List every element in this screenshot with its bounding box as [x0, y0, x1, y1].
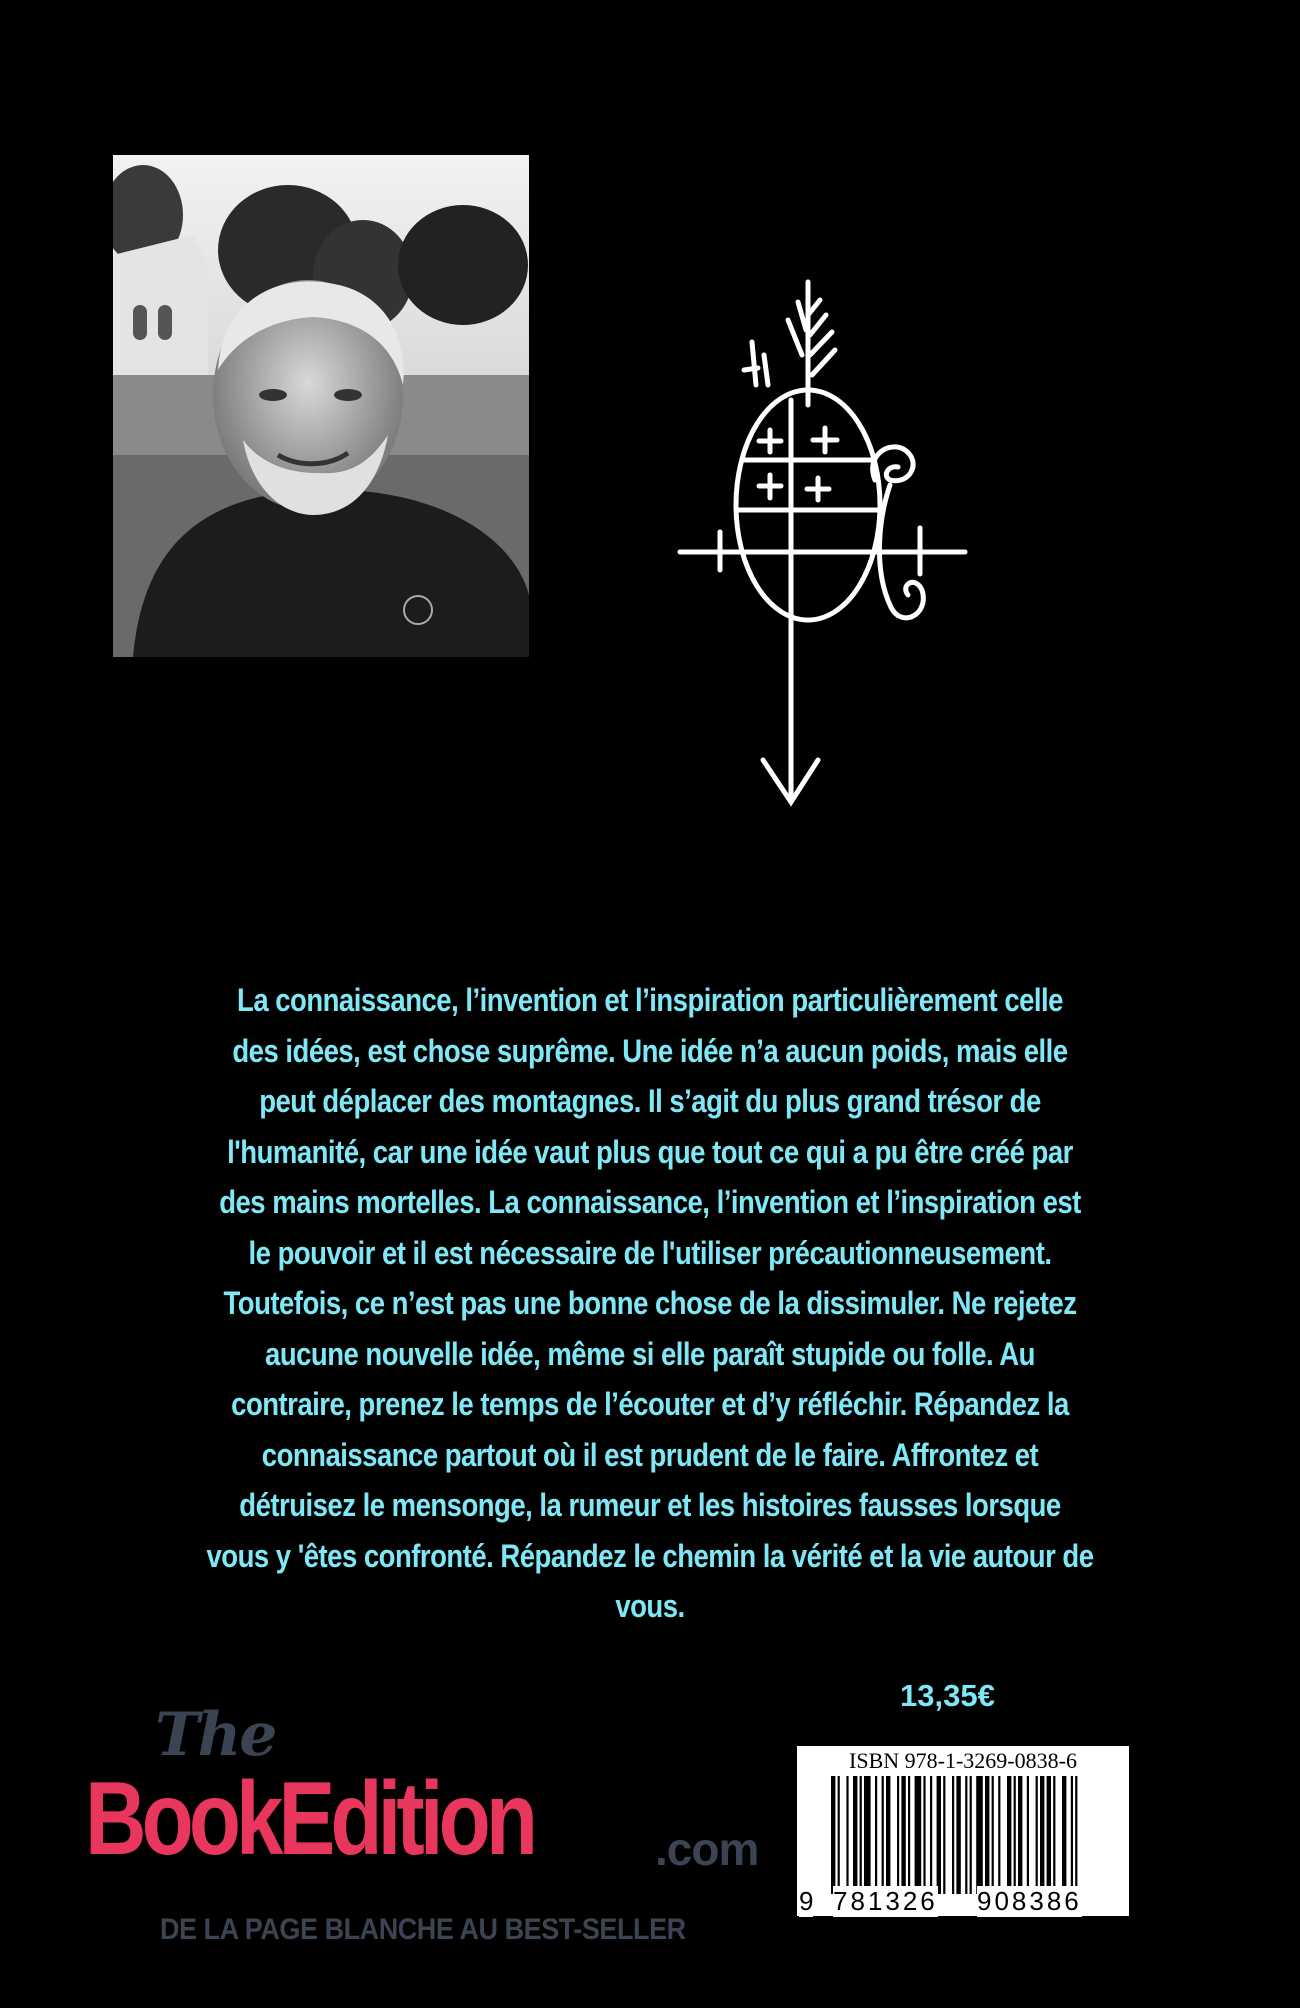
blurb-line: La connaissance, l’invention et l’inspiration particulièrement celle: [237, 982, 1063, 1018]
publisher-logo: [85, 1700, 785, 1960]
author-photo: [113, 155, 529, 657]
blurb-line: contraire, prenez le temps de l’écouter et d’y réfléchir. Répandez la: [231, 1386, 1069, 1422]
back-cover-blurb: [186, 975, 1115, 1632]
blurb-line: vous y 'êtes confronté. Répandez le chemin la vérité et la vie autour de: [206, 1537, 1094, 1574]
blurb-line: connaissance partout où il est prudent de le faire. Affrontez et: [261, 1436, 1039, 1473]
isbn-barcode: [797, 1746, 1129, 1916]
blurb-line: détruisez le mensonge, la rumeur et les histoires fausses lorsque: [239, 1487, 1061, 1523]
blurb-line: des mains mortelles. La connaissance, l’invention et l’inspiration est: [219, 1184, 1081, 1220]
blurb-line: des idées, est chose suprême. Une idée n’a aucun poids, mais elle: [232, 1032, 1068, 1069]
price-label: 13,35€: [900, 1678, 995, 1713]
logo-tagline: DE LA PAGE BLANCHE AU BEST-SELLER: [160, 1913, 686, 1946]
blurb-line: peut déplacer des montagnes. Il s’agit du plus grand trésor de: [259, 1083, 1041, 1119]
barcode-first-digit: 9: [799, 1886, 814, 1916]
blurb-line: l'humanité, car une idée vaut plus que tout ce qui a pu être créé par: [227, 1133, 1073, 1170]
blurb-line: le pouvoir et il est nécessaire de l'utiliser précautionneusement.: [248, 1234, 1052, 1271]
isbn-label: ISBN 978-1-3269-0838-6: [849, 1748, 1077, 1773]
barcode-bars-icon: [803, 1776, 1123, 1896]
blurb-line: Toutefois, ce n’est pas une bonne chose de la dissimuler. Ne rejetez: [223, 1285, 1077, 1321]
barcode-right-group: 908386: [977, 1886, 1082, 1916]
logo-the: The: [155, 1700, 276, 1770]
veve-symbol: [660, 270, 980, 830]
blurb-line: aucune nouvelle idée, même si elle paraît stupide ou folle. Au: [265, 1335, 1035, 1372]
logo-dotcom: .com: [655, 1823, 759, 1875]
blurb-line: vous.: [615, 1588, 685, 1624]
logo-brand: BookEdition: [85, 1761, 534, 1877]
barcode-left-group: 781326: [833, 1886, 938, 1916]
